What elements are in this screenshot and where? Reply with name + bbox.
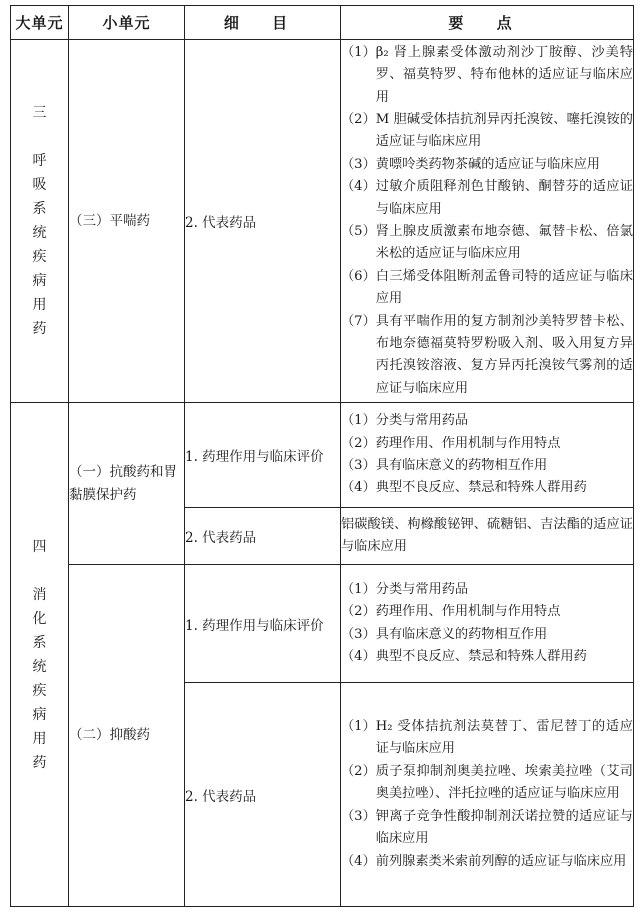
unit-3-title [11,40,69,403]
list-item: （6） 白三烯受体阻断剂孟鲁司特的适应证与临床应用 [341,268,633,307]
unit-4-char: 用 [32,730,47,747]
subunit-acid-suppressant: （二）抑酸药 [69,565,185,907]
header-subunit: 小单元 [69,6,185,40]
list-item: （4） 过敏介质阻释剂色甘酸钠、酮替芬的适应证与临床应用 [341,179,633,217]
points-antacid-drugs [341,508,634,565]
points-acid-drugs [341,683,634,907]
unit-3-char: 三 [32,105,47,121]
list-item: （2） 药理作用、作用机制与作用特点 [341,435,561,451]
list-item: （2） 药理作用、作用机制与作用特点 [341,604,561,620]
unit-4-char: 统 [32,658,47,675]
list-item: （1） H₂ 受体拮抗剂法莫替丁、雷尼替丁的适应证与临床应用 [341,719,633,757]
list-item: （1） 分类与常用药品 [341,413,469,429]
unit-4-char: 消 [32,586,47,603]
list-item: 铝碳酸镁、枸橼酸铋钾、硫糖铝、吉法酯的适应证与临床应用 [341,516,633,554]
header-points: 要 点 [341,6,634,40]
unit-4-char: 病 [32,706,47,723]
list-item: （4） 前列腺素类米索前列醇的适应证与临床应用 [341,853,627,869]
list-item: （1） 分类与常用药品 [341,581,469,597]
header-unit: 大单元 [11,6,69,40]
syllabus-table [10,5,634,907]
points-antiasthmatic [341,40,634,403]
list-item: （7） 具有平喘作用的复方制剂沙美特罗替卡松、布地奈德福莫特罗粉吸入剂、吸入用复方异丙托溴铵溶液、复方异丙托溴铵气雾剂的适应证与临床应用 [341,313,633,396]
unit-3-char: 统 [32,225,47,241]
list-item: （3） 钾离子竞争性酸抑制剂沃诺拉赞的适应证与临床应用 [341,808,633,847]
list-item: （3） 具有临床意义的药物相互作用 [341,626,548,642]
header-detail: 细 目 [185,6,341,40]
unit-4-char: 化 [32,610,47,627]
unit-3-char: 吸 [32,177,47,193]
points-acid-pharmacology [341,565,634,683]
list-item: （1） β₂ 肾上腺素受体激动剂沙丁胺醇、沙美特罗、福莫特罗、特布他林的适应证与临床应用 [341,44,633,105]
list-item: （4） 典型不良反应、禁忌和特殊人群用药 [341,648,587,664]
points-antacid-pharmacology [341,403,634,508]
detail-pharmacology: 1. 药理作用与临床评价 [185,565,341,683]
table-row [11,40,634,403]
detail-pharmacology: 1. 药理作用与临床评价 [185,403,341,508]
detail-representative-drugs: 2. 代表药品 [185,683,341,907]
unit-3-char: 呼 [32,153,47,169]
table-row [11,403,634,508]
subunit-antiasthmatic: （三）平喘药 [69,40,185,403]
unit-3-char: 病 [32,273,47,289]
list-item: （3） 黄嘌呤类药物茶碱的适应证与临床应用 [341,156,600,172]
unit-4-char: 系 [32,634,47,651]
unit-3-char: 用 [32,297,47,313]
unit-3-char: 药 [32,321,47,337]
header-row [11,6,634,40]
unit-4-char: 疾 [32,682,47,699]
table-row [11,565,634,683]
subunit-antacid: （一）抗酸药和胃黏膜保护药 [69,403,185,565]
detail-representative-drugs: 2. 代表药品 [185,508,341,565]
unit-4-char: 药 [32,754,47,771]
list-item: （2） 质子泵抑制剂奥美拉唑、埃索美拉唑（艾司奥美拉唑）、泮托拉唑的适应证与临床应用 [341,763,633,802]
list-item: （4） 典型不良反应、禁忌和特殊人群用药 [341,480,587,496]
detail-representative-drugs: 2. 代表药品 [185,40,341,403]
list-item: （5） 肾上腺皮质激素布地奈德、氟替卡松、倍氯米松的适应证与临床应用 [341,224,633,262]
unit-4-title [11,403,69,907]
list-item: （2） M 胆碱受体拮抗剂异丙托溴铵、噻托溴铵的适应证与临床应用 [341,111,633,150]
unit-3-char: 疾 [32,249,47,265]
unit-4-char: 四 [32,538,47,555]
unit-3-char: 系 [32,201,47,217]
list-item: （3） 具有临床意义的药物相互作用 [341,458,548,473]
